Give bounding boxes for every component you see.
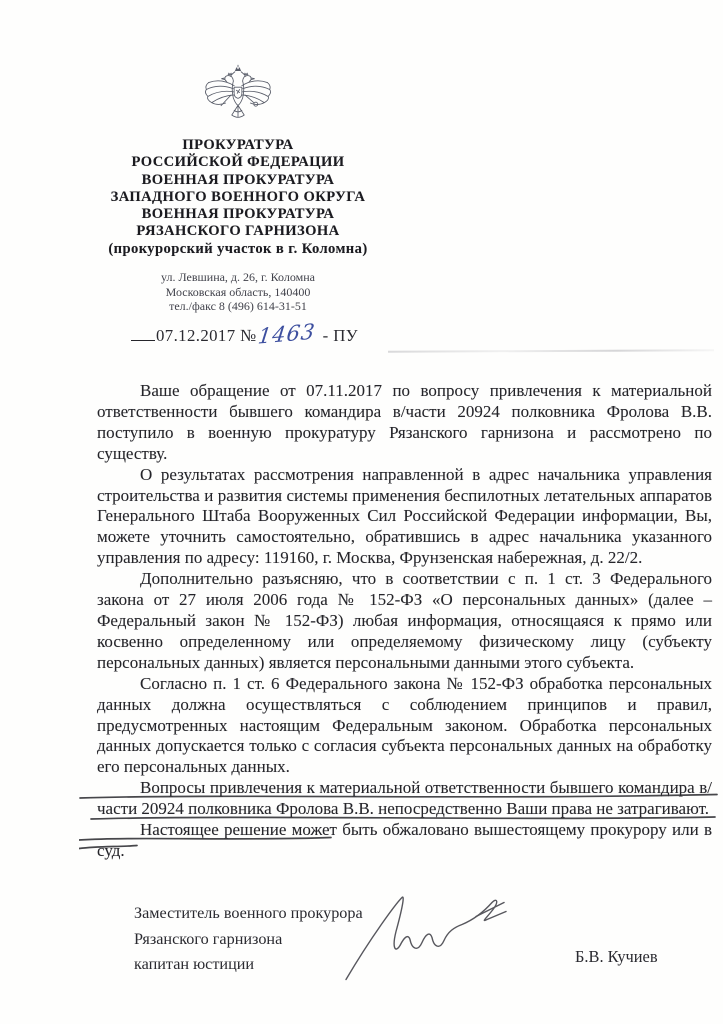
scan-artifact: [388, 349, 714, 352]
letterhead-org-line: РЯЗАНСКОГО ГАРНИЗОНА: [136, 223, 340, 240]
body-paragraph: [97, 674, 712, 779]
letter-body: [97, 381, 712, 862]
blank-line: [131, 323, 155, 341]
paragraph-text: Согласно п. 1 ст. 6 Федерального закона № 152-ФЗ обработка персональных данных должна осуществляться с соблюдением принципов и правил, предусмотренных настоящим Федеральным законом. Обработка персональных данных допускается только с согласия субъекта персональных данных на обработку его персональных данных.: [97, 673, 712, 777]
letterhead-address-line: ул. Левшина, д. 26, г. Коломна: [161, 270, 315, 285]
signer-title-line: Рязанского гарнизона: [134, 929, 283, 948]
paragraph-text: О результатах рассмотрения направленной в адрес начальника управления строительства и развития системы применения беспилотных летательных аппаратов Генерального Штаба Вооруженных Сил Российской Федерации информации, Вы, можете уточнить самостоятельно, обратившись в адрес начальника указанного управления по адресу: 119160, г. Москва, Фрунзенская набережная, д. 22/2.: [97, 464, 712, 568]
letterhead-address-line: тел./факс 8 (496) 614-31-51: [169, 299, 307, 314]
body-paragraph: [97, 569, 712, 674]
letterhead-org-line: ВОЕННАЯ ПРОКУРАТУРА: [141, 171, 335, 188]
russia-coat-of-arms-icon: [199, 64, 277, 132]
signature-block: [97, 901, 712, 1011]
signer-name: Б.В. Кучиев: [575, 947, 658, 966]
letterhead-address-line: Московская область, 140400: [165, 284, 311, 299]
reference-line: [131, 319, 358, 349]
body-paragraph: [97, 778, 712, 820]
ref-suffix: - ПУ: [322, 326, 358, 345]
letterhead-org-block: [56, 137, 420, 258]
letterhead-org-line: ПРОКУРАТУРА: [182, 137, 294, 153]
body-paragraph: [97, 381, 712, 465]
signer-title-line: Заместитель военного прокурора: [134, 904, 363, 922]
signer-title-line: капитан юстиции: [134, 955, 255, 974]
ref-date: 07.12.2017: [156, 326, 236, 345]
letterhead-org-line: ЗАПАДНОГО ВОЕННОГО ОКРУГА: [110, 188, 366, 205]
handwritten-signature: [332, 885, 512, 990]
paragraph-text: Вопросы привлечения к материальной ответственности бывшего командира в/части 20924 полковника Фролова В.В. непосредственно Ваши права не затрагивают.: [97, 778, 712, 819]
letterhead-org-line: (прокурорский участок в г. Коломна): [108, 240, 368, 257]
paragraph-text: Настоящее решение может быть обжаловано вышестоящему прокурору или в суд.: [97, 820, 712, 860]
letterhead: [56, 64, 420, 314]
paragraph-text: Ваше обращение от 07.11.2017 по вопросу привлечения к материальной ответственности бывшего командира в/части 20924 полковника Фролова В.В. поступило в военную прокуратуру Рязанского гарнизона и рассмотрено по существу.: [97, 381, 712, 463]
paragraph-text: Дополнительно разъясняю, что в соответствии с п. 1 ст. 3 Федерального закона от 27 июля 2006 года № 152-ФЗ «О персональных данных» (далее – Федеральный закон № 152-ФЗ) любая информация, относящаяся к прямо или косвенно определенному или определяемому физическому лицу (субъекту персональных данных) является персональными данными этого субъекта.: [97, 569, 712, 672]
letterhead-org-line: РОССИЙСКОЙ ФЕДЕРАЦИИ: [131, 154, 345, 171]
handwritten-ref-number: 1463: [256, 319, 317, 349]
body-paragraph: [97, 820, 712, 862]
body-paragraph: [97, 465, 712, 570]
numero-sign: №: [240, 326, 257, 345]
letterhead-address-block: [56, 270, 420, 314]
letterhead-org-line: ВОЕННАЯ ПРОКУРАТУРА: [141, 206, 335, 223]
